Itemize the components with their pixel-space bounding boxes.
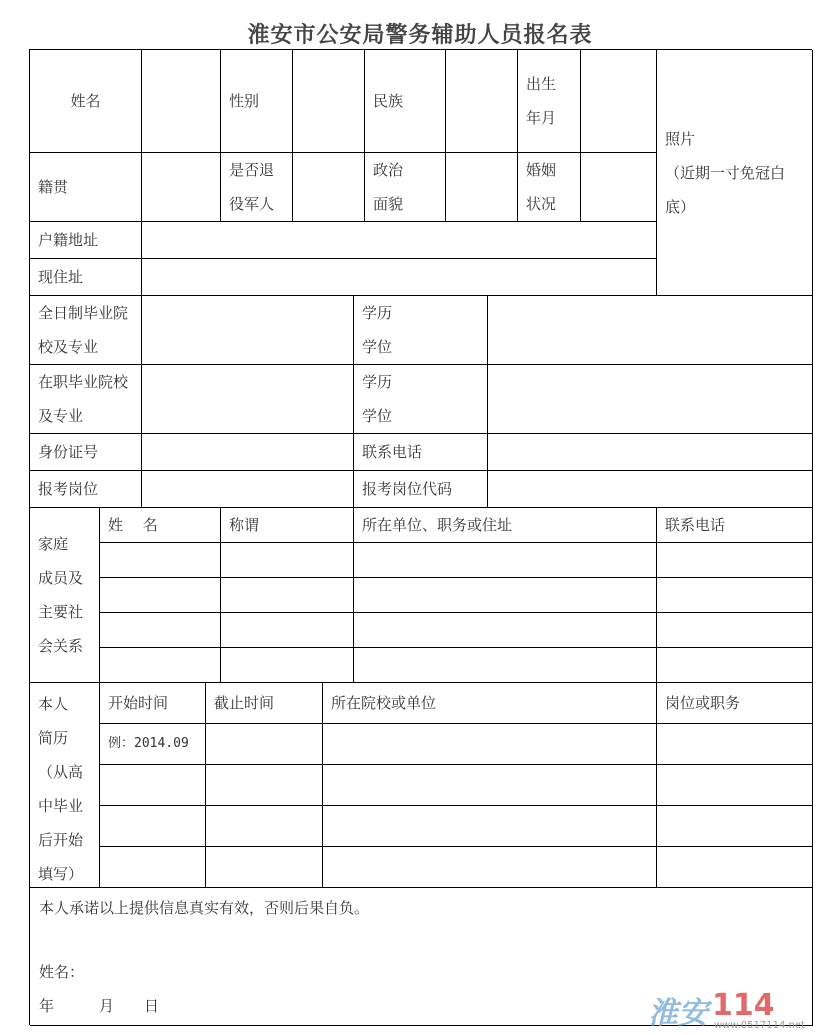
resume-row-3-start[interactable] <box>100 806 206 847</box>
family-label-line: 会关系 <box>38 637 84 655</box>
political-label <box>365 153 446 222</box>
phone-label: 联系电话 <box>354 434 488 471</box>
family-col-workplace: 所在单位、职务或住址 <box>354 508 657 543</box>
family-row-3-name[interactable] <box>100 613 221 648</box>
resume-row-1-start[interactable]: 例：2014.09 <box>100 724 206 765</box>
id-number-label: 身份证号 <box>30 434 142 471</box>
ethnicity-label: 民族 <box>365 50 446 153</box>
family-row-3-relation[interactable] <box>221 613 354 648</box>
family-label-line: 成员及 <box>38 569 84 587</box>
veteran-label-line1: 是否退 <box>229 161 275 179</box>
veteran-label <box>221 153 293 222</box>
watermark-number: 114 <box>712 988 775 1023</box>
watermark-url: www.0517114.net <box>714 1020 805 1031</box>
resume-label-line: 中毕业 <box>38 797 84 815</box>
family-col-name: 姓 名 <box>100 508 221 543</box>
family-col-relation: 称谓 <box>221 508 354 543</box>
position-label: 报考岗位 <box>30 471 142 508</box>
inservice-school-label-line2: 及专业 <box>38 407 84 425</box>
fulltime-school-label-line2: 校及专业 <box>38 338 99 356</box>
inservice-school-field[interactable] <box>142 365 354 434</box>
id-number-field[interactable] <box>142 434 354 471</box>
family-row-1-phone[interactable] <box>657 543 813 578</box>
resume-row-1-role[interactable] <box>657 724 813 765</box>
site-watermark-logo <box>648 988 828 1032</box>
resume-label-line: 本人 <box>38 695 69 713</box>
marital-field[interactable] <box>581 153 657 222</box>
fulltime-degree-label-line2: 学位 <box>362 338 393 356</box>
registration-form <box>29 49 812 1025</box>
resume-col-school: 所在院校或单位 <box>323 683 657 724</box>
resume-col-start: 开始时间 <box>100 683 206 724</box>
resume-row-3-role[interactable] <box>657 806 813 847</box>
resume-row-4-start[interactable] <box>100 847 206 888</box>
resume-row-2-start[interactable] <box>100 765 206 806</box>
family-row-2-phone[interactable] <box>657 578 813 613</box>
birth-field[interactable] <box>581 50 657 153</box>
household-address-field[interactable] <box>142 222 657 259</box>
fulltime-school-label-line1: 全日制毕业院 <box>38 304 129 322</box>
family-row-4-name[interactable] <box>100 648 221 683</box>
current-address-field[interactable] <box>142 259 657 296</box>
inservice-degree-label-line2: 学位 <box>362 407 393 425</box>
gender-field[interactable] <box>293 50 365 153</box>
position-code-label: 报考岗位代码 <box>354 471 488 508</box>
family-row-2-workplace[interactable] <box>354 578 657 613</box>
native-place-field[interactable] <box>142 153 221 222</box>
resume-row-2-end[interactable] <box>206 765 323 806</box>
family-row-4-relation[interactable] <box>221 648 354 683</box>
watermark-hand-text: 淮安 <box>648 996 708 1031</box>
veteran-field[interactable] <box>293 153 365 222</box>
native-place-label: 籍贯 <box>30 153 142 222</box>
ethnicity-field[interactable] <box>446 50 518 153</box>
political-label-line1: 政治 <box>373 161 404 179</box>
marital-label <box>518 153 581 222</box>
marital-label-line1: 婚姻 <box>526 161 557 179</box>
inservice-school-label <box>30 365 142 434</box>
phone-field[interactable] <box>488 434 813 471</box>
fulltime-degree-field[interactable] <box>488 296 813 365</box>
resume-label-line: （从高 <box>38 763 84 781</box>
political-label-line2: 面貌 <box>373 195 404 213</box>
family-row-3-phone[interactable] <box>657 613 813 648</box>
photo-hint: （近期一寸免冠白底） <box>665 163 786 216</box>
resume-label-line: 简历 <box>38 729 69 747</box>
birth-label-line2: 年月 <box>526 109 557 127</box>
resume-row-4-role[interactable] <box>657 847 813 888</box>
family-row-3-workplace[interactable] <box>354 613 657 648</box>
resume-row-3-end[interactable] <box>206 806 323 847</box>
fulltime-school-label <box>30 296 142 365</box>
signature-name-label[interactable]: 姓名： <box>39 963 85 981</box>
family-label-line: 主要社 <box>38 603 84 621</box>
family-row-1-workplace[interactable] <box>354 543 657 578</box>
family-section-label <box>30 508 100 683</box>
inservice-school-label-line1: 在职毕业院校 <box>38 373 129 391</box>
family-label-line: 家庭 <box>38 535 69 553</box>
inservice-degree-field[interactable] <box>488 365 813 434</box>
resume-row-1-end[interactable] <box>206 724 323 765</box>
pledge-text: 本人承诺以上提供信息真实有效，否则后果自负。 <box>39 899 370 917</box>
family-col-phone: 联系电话 <box>657 508 813 543</box>
current-address-label: 现住址 <box>30 259 142 296</box>
family-row-1-name[interactable] <box>100 543 221 578</box>
photo-label: 照片 <box>665 129 696 148</box>
resume-row-4-school[interactable] <box>323 847 657 888</box>
photo-box[interactable] <box>657 50 813 296</box>
family-row-2-relation[interactable] <box>221 578 354 613</box>
family-row-2-name[interactable] <box>100 578 221 613</box>
resume-row-2-role[interactable] <box>657 765 813 806</box>
resume-col-end: 截止时间 <box>206 683 323 724</box>
signature-date-label[interactable]: 年 月 日 <box>39 997 160 1015</box>
resume-row-3-school[interactable] <box>323 806 657 847</box>
birth-label-line1: 出生 <box>526 75 557 93</box>
position-field[interactable] <box>142 471 354 508</box>
inservice-degree-label <box>354 365 488 434</box>
family-row-4-phone[interactable] <box>657 648 813 683</box>
household-address-label: 户籍地址 <box>30 222 142 259</box>
resume-col-role: 岗位或职务 <box>657 683 813 724</box>
position-code-field[interactable] <box>488 471 813 508</box>
resume-row-1-school[interactable] <box>323 724 657 765</box>
fulltime-degree-label-line1: 学历 <box>362 304 393 322</box>
family-row-1-relation[interactable] <box>221 543 354 578</box>
fulltime-degree-label <box>354 296 488 365</box>
name-label: 姓名 <box>30 50 142 153</box>
political-field[interactable] <box>446 153 518 222</box>
resume-label-line: 后开始 <box>38 831 84 849</box>
resume-row-2-school[interactable] <box>323 765 657 806</box>
name-field[interactable] <box>142 50 221 153</box>
resume-row-4-end[interactable] <box>206 847 323 888</box>
family-row-4-workplace[interactable] <box>354 648 657 683</box>
gender-label: 性别 <box>221 50 293 153</box>
resume-section-label <box>30 683 100 888</box>
birth-label <box>518 50 581 153</box>
veteran-label-line2: 役军人 <box>229 195 275 213</box>
resume-label-line: 填写） <box>38 865 84 883</box>
inservice-degree-label-line1: 学历 <box>362 373 393 391</box>
fulltime-school-field[interactable] <box>142 296 354 365</box>
marital-label-line2: 状况 <box>526 195 557 213</box>
form-title: 淮安市公安局警务辅助人员报名表 <box>247 22 593 48</box>
